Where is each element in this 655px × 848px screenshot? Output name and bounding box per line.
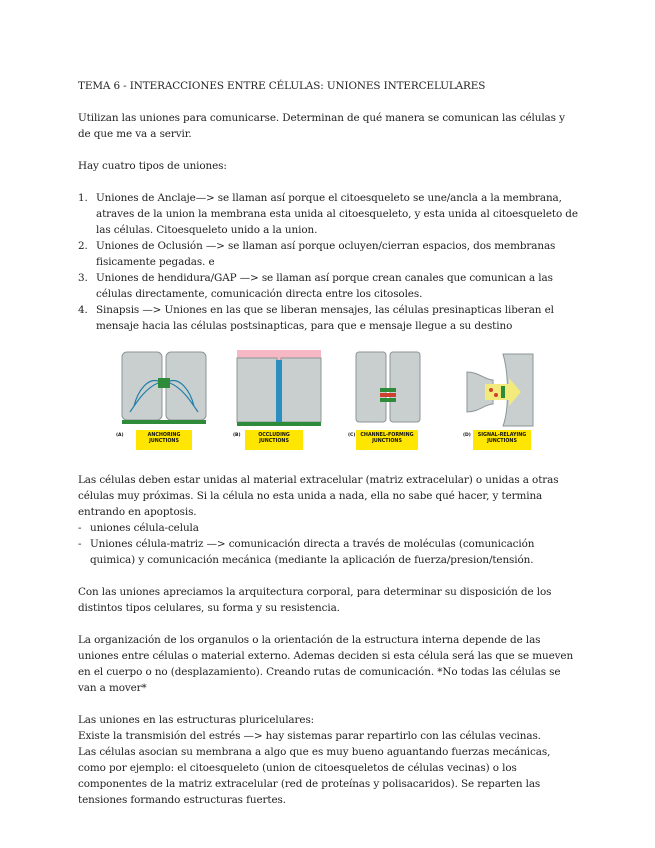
panel-occluding — [233, 350, 333, 450]
types-heading: Hay cuatro tipos de uniones: — [78, 160, 227, 172]
list-item — [78, 302, 578, 334]
panel-caption: ANCHORING JUNCTIONS — [136, 430, 192, 450]
panel-letter: (A) — [116, 433, 124, 438]
occluding-junction-diagram — [233, 350, 333, 430]
document-page — [78, 78, 578, 808]
matrix-paragraph: Las células deben estar unidas al material extracelular (matriz extracelular) o unidas a otras células muy próximas. Si la célula no esta unida a nada, ella no sabe qué hacer, y termina entrando en apoptosis. — [78, 474, 559, 518]
channel-forming-junction-diagram — [348, 350, 448, 430]
intro-paragraph: Utilizan las uniones para comunicarse. Determinan de qué manera se comunican las células y de que me va a servir. — [78, 112, 565, 140]
list-item-text: Uniones de Oclusión —> se llaman así porque ocluyen/cierran espacios, dos membranas fisicamente pegadas. e — [96, 240, 556, 268]
list-item-text: Sinapsis —> Uniones en las que se liberan mensajes, las células presinapticas liberan el mensaje hacia las células postsinapticas, para que e mensaje llegue a su destino — [96, 304, 554, 332]
list-item-text: Uniones de Anclaje—> se llaman así porque el citoesqueleto se une/ancla a la membrana, atraves de la union la membrana esta unida al citoesqueleto, y esta unida al citoesqueleto de las células. Citoesqueleto unido a la union. — [96, 192, 578, 236]
dash-marker: - — [78, 538, 82, 550]
list-number: 2. — [78, 240, 88, 252]
panel-channel-forming — [348, 350, 448, 450]
panel-caption: SIGNAL-RELAYING JUNCTIONS — [473, 430, 531, 450]
architecture-paragraph: Con las uniones apreciamos la arquitectura corporal, para determinar su disposición de los distintos tipos celulares, su forma y su resistencia. — [78, 586, 552, 614]
list-item — [78, 536, 578, 568]
panel-letter: (D) — [463, 433, 471, 438]
signal-relaying-junction-diagram — [463, 350, 563, 430]
panel-anchoring — [116, 350, 216, 450]
dash-marker: - — [78, 522, 82, 534]
panel-signal-relaying — [463, 350, 563, 450]
list-item-text: Uniones célula-matriz —> comunicación directa a través de moléculas (comunicación quimica) y comunicación mecánica (mediante la aplicación de fuerza/presion/tensión. — [90, 538, 535, 566]
list-number: 4. — [78, 304, 88, 316]
list-item-text: uniones célula-celula — [90, 522, 199, 534]
junction-types-list — [78, 190, 578, 334]
list-item — [78, 238, 578, 270]
union-kinds-list — [78, 520, 578, 568]
panel-letter: (B) — [233, 433, 241, 438]
list-number: 1. — [78, 192, 88, 204]
document-title: TEMA 6 - INTERACCIONES ENTRE CÉLULAS: UNIONES INTERCELULARES — [78, 80, 486, 92]
membrane-paragraph: Las células asocian su membrana a algo que es muy bueno aguantando fuerzas mecánicas, como por ejemplo: el citoesqueleto (union de citoesqueletos de células vecinas) o los componentes de la matriz extracelular (red de proteínas y polisacaridos). Se reparten las tensiones formando estructuras fuertes. — [78, 746, 551, 806]
junctions-figure — [78, 350, 578, 452]
list-item-text: Uniones de hendidura/GAP —> se llaman así porque crean canales que comunican a las células directamente, comunicación directa entre los citosoles. — [96, 272, 553, 300]
list-item — [78, 520, 578, 536]
anchoring-junction-diagram — [116, 350, 216, 430]
organization-paragraph: La organización de los organulos o la orientación de la estructura interna depende de las uniones entre células o material externo. Ademas deciden si esta célula será las que se mueven en el cuerpo o no (desplazamiento). Creando rutas de comunicación. *No todas las células se van a mover* — [78, 634, 574, 694]
pluricellular-heading: Las uniones en las estructuras pluricelulares: — [78, 714, 315, 726]
list-item — [78, 270, 578, 302]
list-number: 3. — [78, 272, 88, 284]
panel-caption: OCCLUDING JUNCTIONS — [245, 430, 303, 450]
list-item — [78, 190, 578, 238]
panel-caption: CHANNEL-FORMING JUNCTIONS — [356, 430, 418, 450]
panel-letter: (C) — [348, 433, 356, 438]
stress-line: Existe la transmisión del estrés —> hay sistemas parar repartirlo con las células vecinas. — [78, 730, 541, 742]
